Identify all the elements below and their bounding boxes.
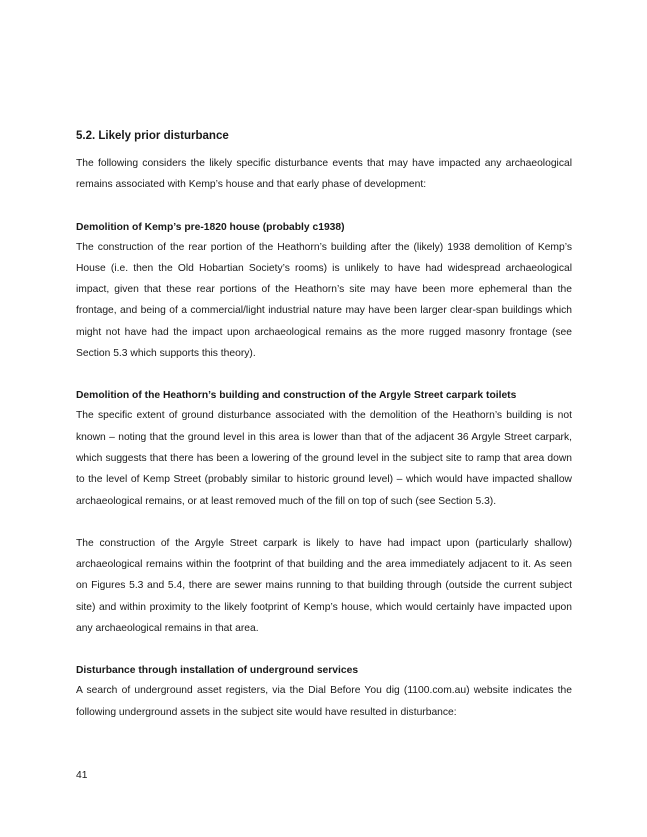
- subsection-heading: Demolition of Kemp’s pre-1820 house (probably c1938): [76, 221, 345, 233]
- spacer: [76, 512, 572, 533]
- subsection-paragraph: The specific extent of ground disturbance associated with the demolition of the Heathorn’s building is not known – noting that the ground level in this area is lower than that of the adjacent 36 Argyle Street carpark, which suggests that there has been a lowering of the ground level in the subject site to ramp that area down to the level of Kemp Street (probably similar to historic ground level) – which would have impacted shallow archaeological remains, or at least removed much of the fill on top of such (see Section 5.3).: [76, 410, 572, 507]
- subsection-underground-services: [76, 658, 572, 723]
- subsection-heading: Demolition of the Heathorn’s building and construction of the Argyle Street carpark toilets: [76, 390, 517, 402]
- spacer: [76, 364, 572, 383]
- section-title: 5.2. Likely prior disturbance: [76, 130, 229, 142]
- page-content: [76, 127, 572, 723]
- spacer: [76, 196, 572, 215]
- subsection-heading: Disturbance through installation of underground services: [76, 665, 359, 677]
- section-intro: The following considers the likely specific disturbance events that may have impacted any archaeological remains associated with Kemp’s house and that early phase of development:: [76, 158, 572, 191]
- subsection-paragraph: The construction of the rear portion of the Heathorn’s building after the (likely) 1938 demolition of Kemp’s House (i.e. then the Old Hobartian Society’s rooms) is unlikely to have had widespread archaeological impact, given that these rear portions of the Heathorn’s site may have been more ephemeral than the frontage, and being of a commercial/light industrial nature may have been larger clear-span buildings which might not have had the impact upon archaeological remains as the more rugged masonry frontage (see Section 5.3 which supports this theory).: [76, 241, 572, 360]
- subsection-paragraph: A search of underground asset registers, via the Dial Before You dig (1100.com.au) website indicates the following underground assets in the subject site would have resulted in disturbance:: [76, 685, 572, 718]
- spacer: [76, 639, 572, 658]
- page-number: 41: [76, 770, 88, 781]
- subsection-paragraph: The construction of the Argyle Street carpark is likely to have had impact upon (particularly shallow) archaeological remains within the footprint of that building and the area immediately adjacent to it. As seen on Figures 5.3 and 5.4, there are sewer mains running to that building through (outside the current subject site) and within proximity to the likely footprint of Kemp’s house, which would certainly have impacted upon any archaeological remains in that area.: [76, 537, 572, 635]
- subsection-demolition-heathorns-building: [76, 383, 572, 639]
- subsection-demolition-kemps-house: [76, 215, 572, 365]
